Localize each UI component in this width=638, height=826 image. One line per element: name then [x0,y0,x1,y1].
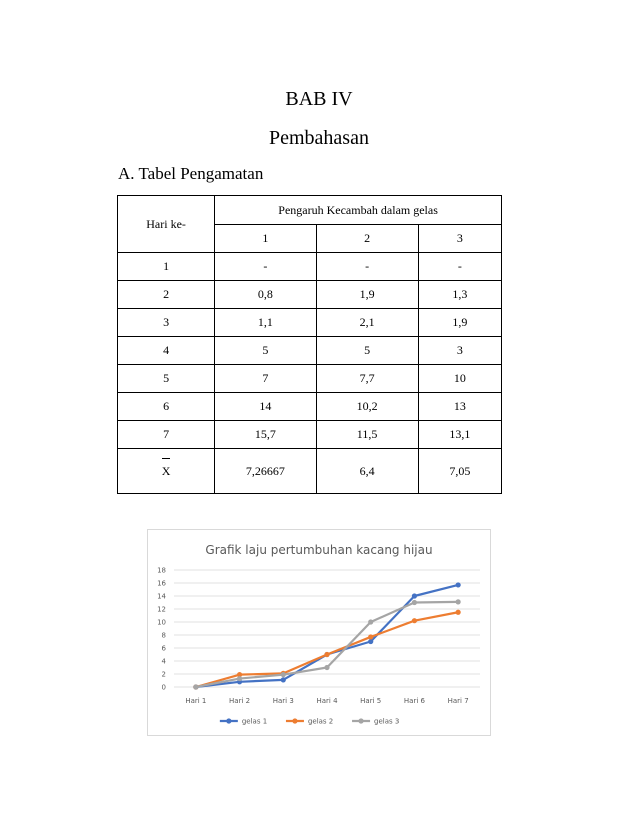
y-tick-label: 12 [157,605,166,614]
row-header-label: Hari ke- [146,216,186,231]
y-tick-label: 2 [161,670,166,679]
chart-canvas [148,530,490,735]
value-cell: 3 [418,337,501,365]
column-header: 3 [418,225,501,253]
data-point [412,618,417,623]
value-cell: 13,1 [418,421,501,449]
y-tick-label: 0 [161,683,166,692]
mean-value-cell: 6,4 [316,449,418,494]
value-cell: 1,9 [418,309,501,337]
data-point [368,634,373,639]
x-tick-label: Hari 2 [229,697,251,705]
legend-swatch-marker [226,718,231,723]
value-cell: 7 [215,365,316,393]
value-cell: - [316,253,418,281]
x-tick-label: Hari 4 [316,697,338,705]
x-tick-label: Hari 3 [272,697,294,705]
mean-row [118,449,502,494]
group-header-cell [215,196,502,225]
table-row [118,393,502,421]
data-point [412,593,417,598]
y-tick-label: 8 [161,631,166,640]
value-cell: 10 [418,365,501,393]
data-point [456,599,461,604]
y-tick-label: 18 [157,566,166,575]
day-cell: 6 [118,393,215,421]
series-line [196,585,458,687]
table-row [118,421,502,449]
y-tick-label: 14 [157,592,166,601]
y-tick-label: 16 [157,579,166,588]
section-heading: A. Tabel Pengamatan [118,164,264,183]
data-point [456,610,461,615]
legend-entry [220,718,267,726]
y-tick-label: 6 [161,644,166,653]
data-point [324,665,329,670]
value-cell: - [418,253,501,281]
x-tick-label: Hari 1 [185,697,207,705]
legend-label: gelas 2 [307,717,334,726]
data-point [368,639,373,644]
x-tick-label: Hari 5 [360,697,382,705]
value-cell: 15,7 [215,421,316,449]
value-cell: 0,8 [215,281,316,309]
table-row [118,253,502,281]
data-point [412,600,417,605]
legend-swatch-marker [358,718,363,723]
data-point [281,677,286,682]
value-cell: 1,9 [316,281,418,309]
legend-label: gelas 1 [241,717,268,726]
series-line [196,612,458,687]
x-tick-label: Hari 7 [447,697,469,705]
value-cell: 1,3 [418,281,501,309]
data-point [193,684,198,689]
day-cell: 5 [118,365,215,393]
column-header: 2 [316,225,418,253]
value-cell: 10,2 [316,393,418,421]
day-cell: 3 [118,309,215,337]
data-point [368,619,373,624]
mean-label: X [161,463,171,478]
value-cell: 5 [316,337,418,365]
legend-entry [286,718,333,726]
y-tick-label: 4 [161,657,166,666]
column-header: 1 [215,225,316,253]
legend-label: gelas 3 [374,717,400,726]
chart-series [193,582,460,689]
chart-legend [220,718,400,726]
legend-entry [352,718,399,726]
mean-value-cell: 7,05 [418,449,501,494]
mean-value-cell: 7,26667 [215,449,316,494]
data-point [456,582,461,587]
value-cell: 7,7 [316,365,418,393]
chapter-title: BAB IV [285,88,353,110]
table-header-row [118,196,502,225]
day-cell: 1 [118,253,215,281]
value-cell: 14 [215,393,316,421]
table-row [118,281,502,309]
observation-table [117,195,502,494]
series-gelas-1 [193,582,460,689]
growth-chart [147,529,491,736]
table-row [118,365,502,393]
y-tick-label: 10 [157,618,166,627]
day-cell: 7 [118,421,215,449]
value-cell: - [215,253,316,281]
group-header-label: Pengaruh Kecambah dalam gelas [278,202,438,217]
x-tick-label: Hari 6 [403,697,425,705]
data-point [324,652,329,657]
value-cell: 5 [215,337,316,365]
chart-title: Grafik laju pertumbuhan kacang hijau [205,543,433,557]
data-point [281,672,286,677]
value-cell: 13 [418,393,501,421]
value-cell: 1,1 [215,309,316,337]
mean-label-cell [118,449,215,494]
day-cell: 4 [118,337,215,365]
value-cell: 11,5 [316,421,418,449]
day-cell: 2 [118,281,215,309]
value-cell: 2,1 [316,309,418,337]
chapter-subtitle: Pembahasan [269,127,369,149]
row-header-cell [118,196,215,253]
data-point [237,676,242,681]
table-row [118,337,502,365]
legend-swatch-marker [292,718,297,723]
table-row [118,309,502,337]
